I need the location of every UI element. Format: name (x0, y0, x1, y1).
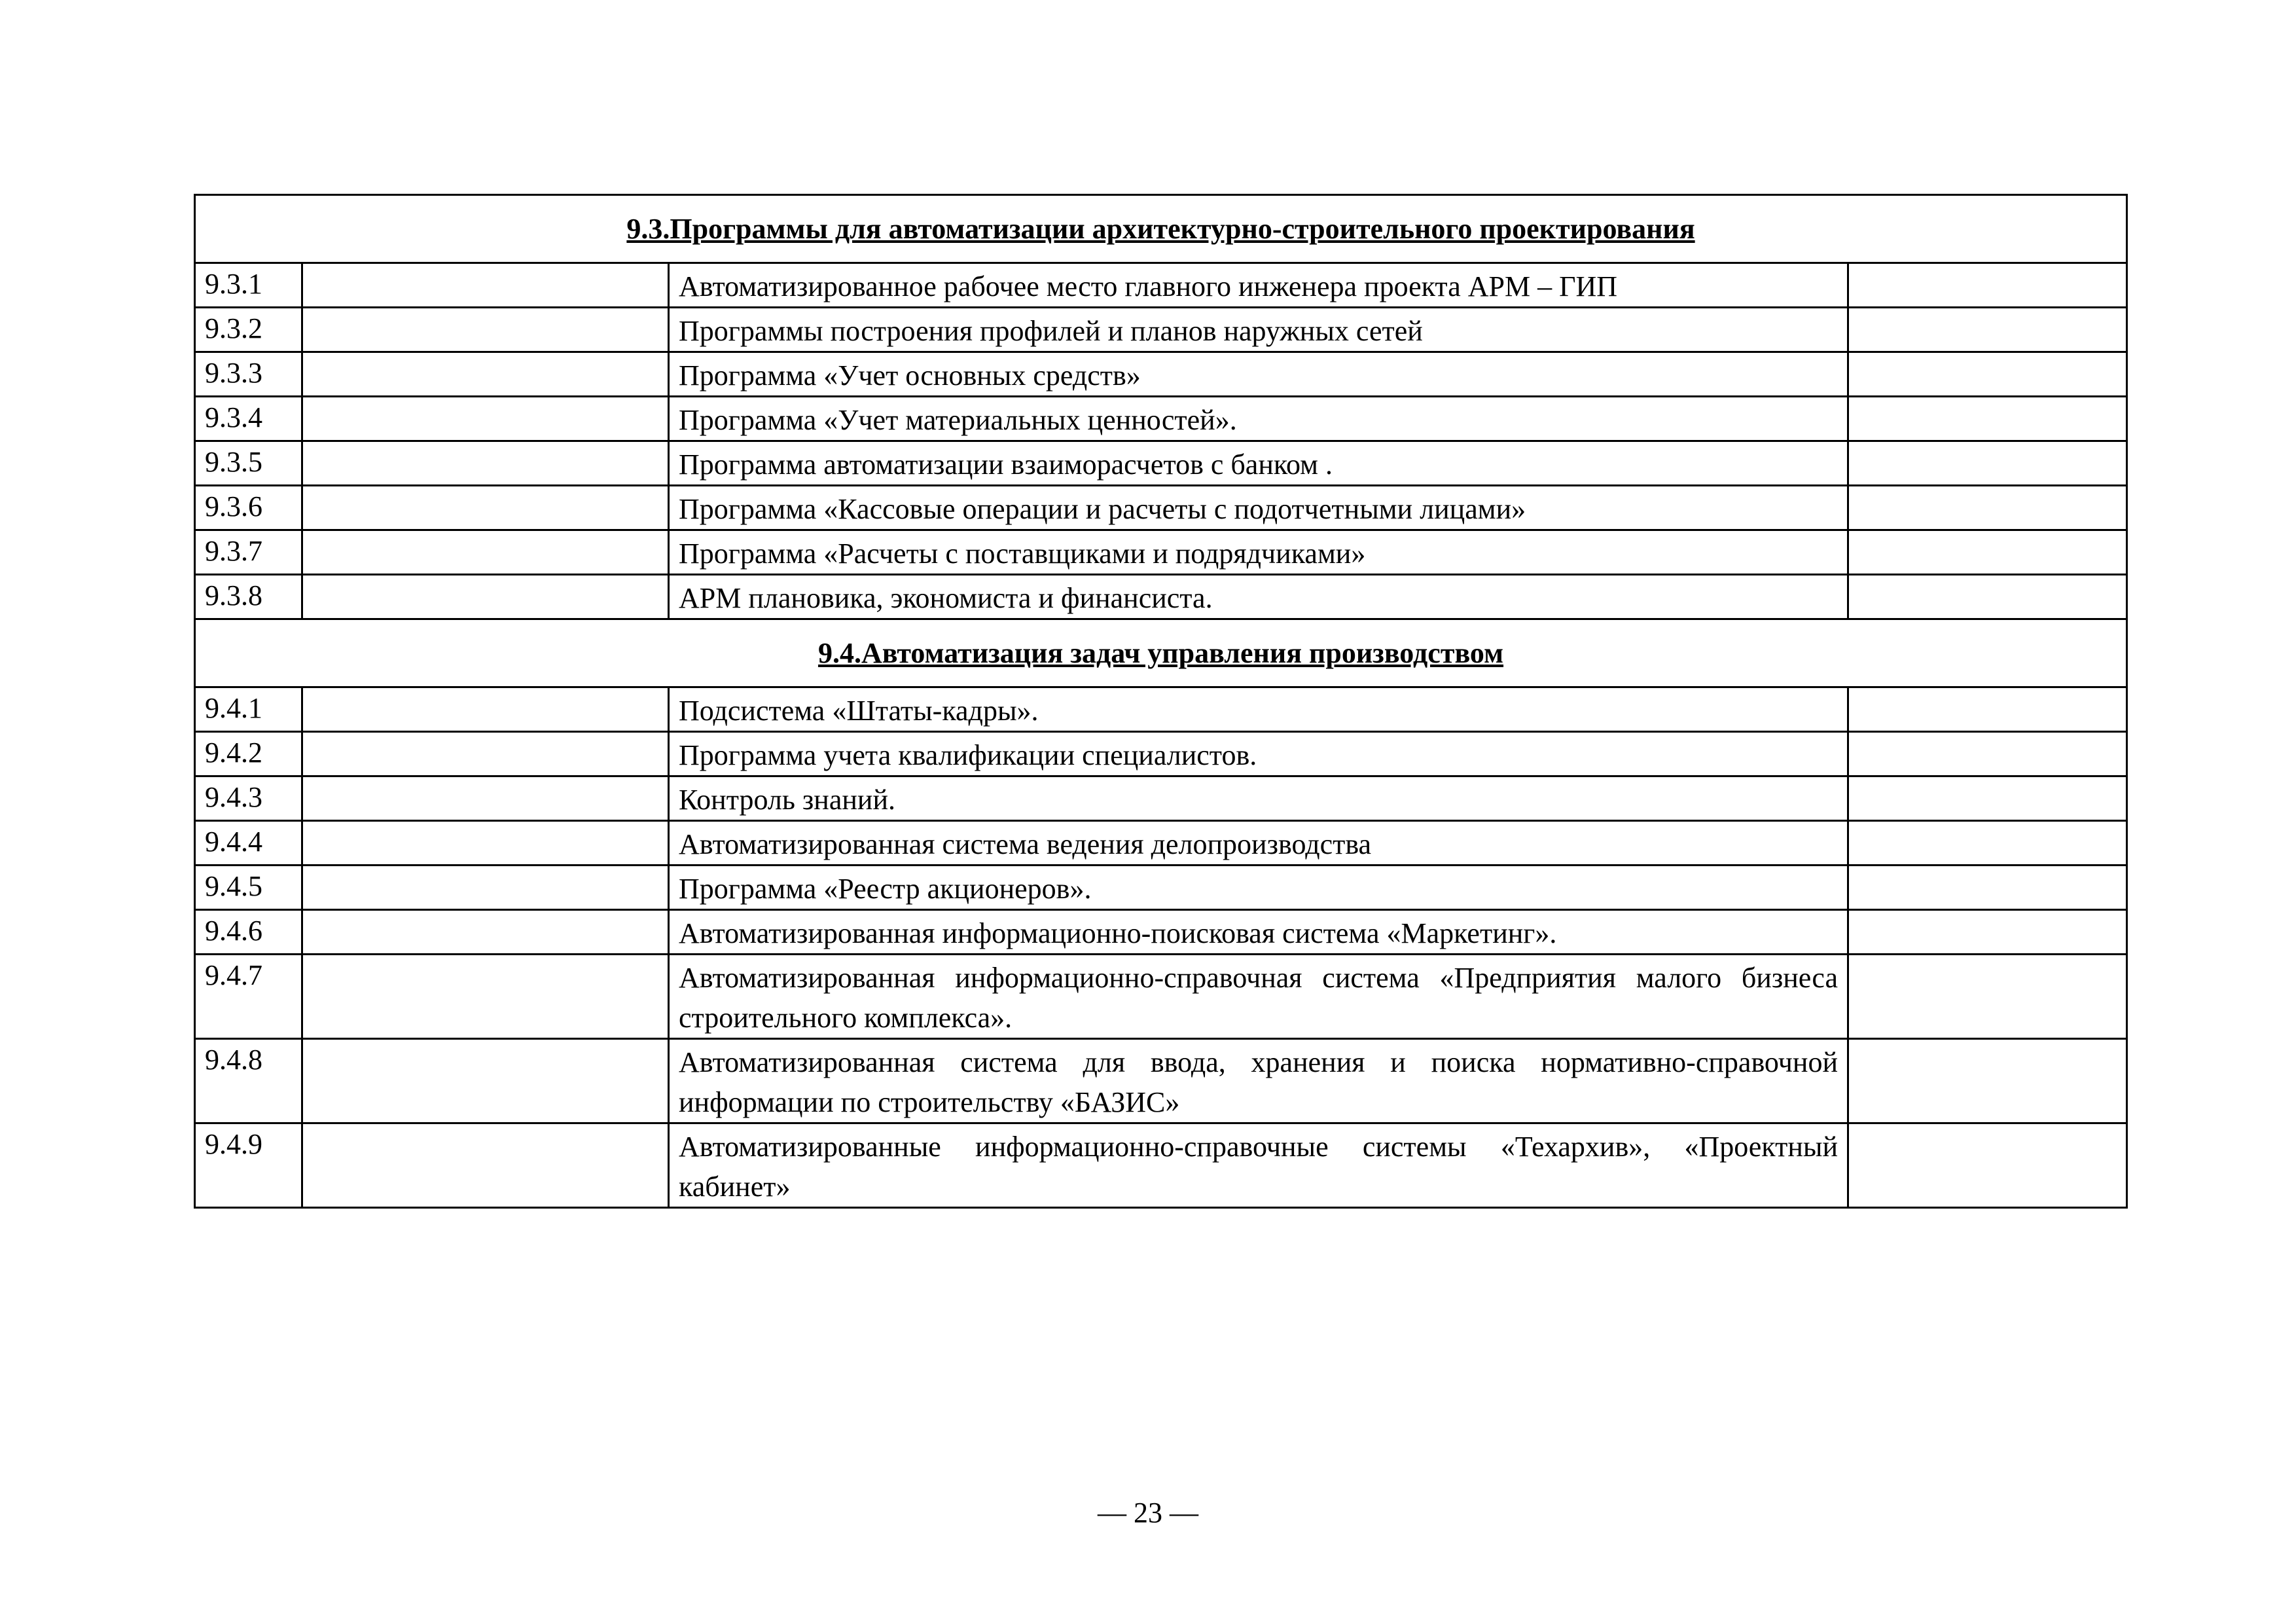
item-number: 9.3.1 (195, 263, 302, 308)
table-row (195, 821, 2127, 866)
table-row (195, 486, 2127, 530)
item-description: Программа «Учет материальных ценностей». (669, 397, 1848, 441)
empty-cell (302, 352, 669, 397)
item-description: Автоматизированная информационно-поисковая система «Маркетинг». (669, 910, 1848, 955)
empty-cell (302, 687, 669, 732)
empty-cell (1848, 441, 2127, 486)
item-description: Автоматизированная система ведения делопроизводства (669, 821, 1848, 866)
table-row (195, 955, 2127, 1039)
item-number: 9.3.6 (195, 486, 302, 530)
item-description: Подсистема «Штаты-кадры». (669, 687, 1848, 732)
item-description: Программа «Расчеты с поставщиками и подрядчиками» (669, 530, 1848, 575)
section-title: 9.3.Программы для автоматизации архитектурно-строительного проектирования (195, 195, 2127, 263)
item-number: 9.4.5 (195, 866, 302, 910)
item-number: 9.4.6 (195, 910, 302, 955)
item-number: 9.4.2 (195, 732, 302, 776)
section-header-row (195, 619, 2127, 687)
empty-cell (302, 486, 669, 530)
item-number: 9.3.2 (195, 308, 302, 352)
item-description: Автоматизированная информационно-справочная система «Предприятия малого бизнеса строительного комплекса». (669, 955, 1848, 1039)
empty-cell (302, 1039, 669, 1123)
item-number: 9.4.9 (195, 1123, 302, 1208)
empty-cell (302, 1123, 669, 1208)
table-row (195, 1039, 2127, 1123)
table-row (195, 352, 2127, 397)
table-row (195, 910, 2127, 955)
item-description: АРМ плановика, экономиста и финансиста. (669, 575, 1848, 619)
empty-cell (1848, 352, 2127, 397)
table-row (195, 263, 2127, 308)
empty-cell (302, 866, 669, 910)
empty-cell (1848, 308, 2127, 352)
table-row (195, 441, 2127, 486)
table-row (195, 530, 2127, 575)
item-description: Контроль знаний. (669, 776, 1848, 821)
table-row (195, 732, 2127, 776)
item-number: 9.3.7 (195, 530, 302, 575)
table-row (195, 776, 2127, 821)
item-description: Программа «Кассовые операции и расчеты с подотчетными лицами» (669, 486, 1848, 530)
table-row (195, 866, 2127, 910)
item-description: Программа «Учет основных средств» (669, 352, 1848, 397)
empty-cell (302, 441, 669, 486)
empty-cell (1848, 955, 2127, 1039)
item-number: 9.4.7 (195, 955, 302, 1039)
empty-cell (1848, 732, 2127, 776)
item-number: 9.3.3 (195, 352, 302, 397)
document-table (194, 194, 2128, 1209)
item-number: 9.3.8 (195, 575, 302, 619)
item-description: Автоматизированное рабочее место главного инженера проекта АРМ – ГИП (669, 263, 1848, 308)
empty-cell (1848, 1039, 2127, 1123)
empty-cell (1848, 910, 2127, 955)
empty-cell (1848, 866, 2127, 910)
item-description: Программа учета квалификации специалистов. (669, 732, 1848, 776)
empty-cell (302, 955, 669, 1039)
item-number: 9.4.1 (195, 687, 302, 732)
empty-cell (1848, 821, 2127, 866)
empty-cell (1848, 575, 2127, 619)
item-number: 9.3.5 (195, 441, 302, 486)
table-row (195, 1123, 2127, 1208)
empty-cell (302, 308, 669, 352)
item-description: Программа «Реестр акционеров». (669, 866, 1848, 910)
table-row (195, 397, 2127, 441)
section-title: 9.4.Автоматизация задач управления производством (195, 619, 2127, 687)
item-number: 9.3.4 (195, 397, 302, 441)
empty-cell (302, 821, 669, 866)
empty-cell (1848, 687, 2127, 732)
table-row (195, 575, 2127, 619)
empty-cell (302, 732, 669, 776)
item-description: Автоматизированная система для ввода, хранения и поиска нормативно-справочной информации по строительству «БАЗИС» (669, 1039, 1848, 1123)
empty-cell (1848, 1123, 2127, 1208)
empty-cell (302, 397, 669, 441)
empty-cell (302, 575, 669, 619)
section-header-row (195, 195, 2127, 263)
item-number: 9.4.3 (195, 776, 302, 821)
item-description: Программы построения профилей и планов наружных сетей (669, 308, 1848, 352)
empty-cell (302, 530, 669, 575)
empty-cell (1848, 397, 2127, 441)
empty-cell (302, 263, 669, 308)
empty-cell (1848, 530, 2127, 575)
item-number: 9.4.4 (195, 821, 302, 866)
table-row (195, 308, 2127, 352)
page-number: — 23 — (1098, 1497, 1198, 1529)
item-description: Автоматизированные информационно-справочные системы «Техархив», «Проектный кабинет» (669, 1123, 1848, 1208)
empty-cell (1848, 776, 2127, 821)
item-description: Программа автоматизации взаиморасчетов с банком . (669, 441, 1848, 486)
empty-cell (1848, 486, 2127, 530)
item-number: 9.4.8 (195, 1039, 302, 1123)
empty-cell (302, 776, 669, 821)
empty-cell (1848, 263, 2127, 308)
table-row (195, 687, 2127, 732)
empty-cell (302, 910, 669, 955)
